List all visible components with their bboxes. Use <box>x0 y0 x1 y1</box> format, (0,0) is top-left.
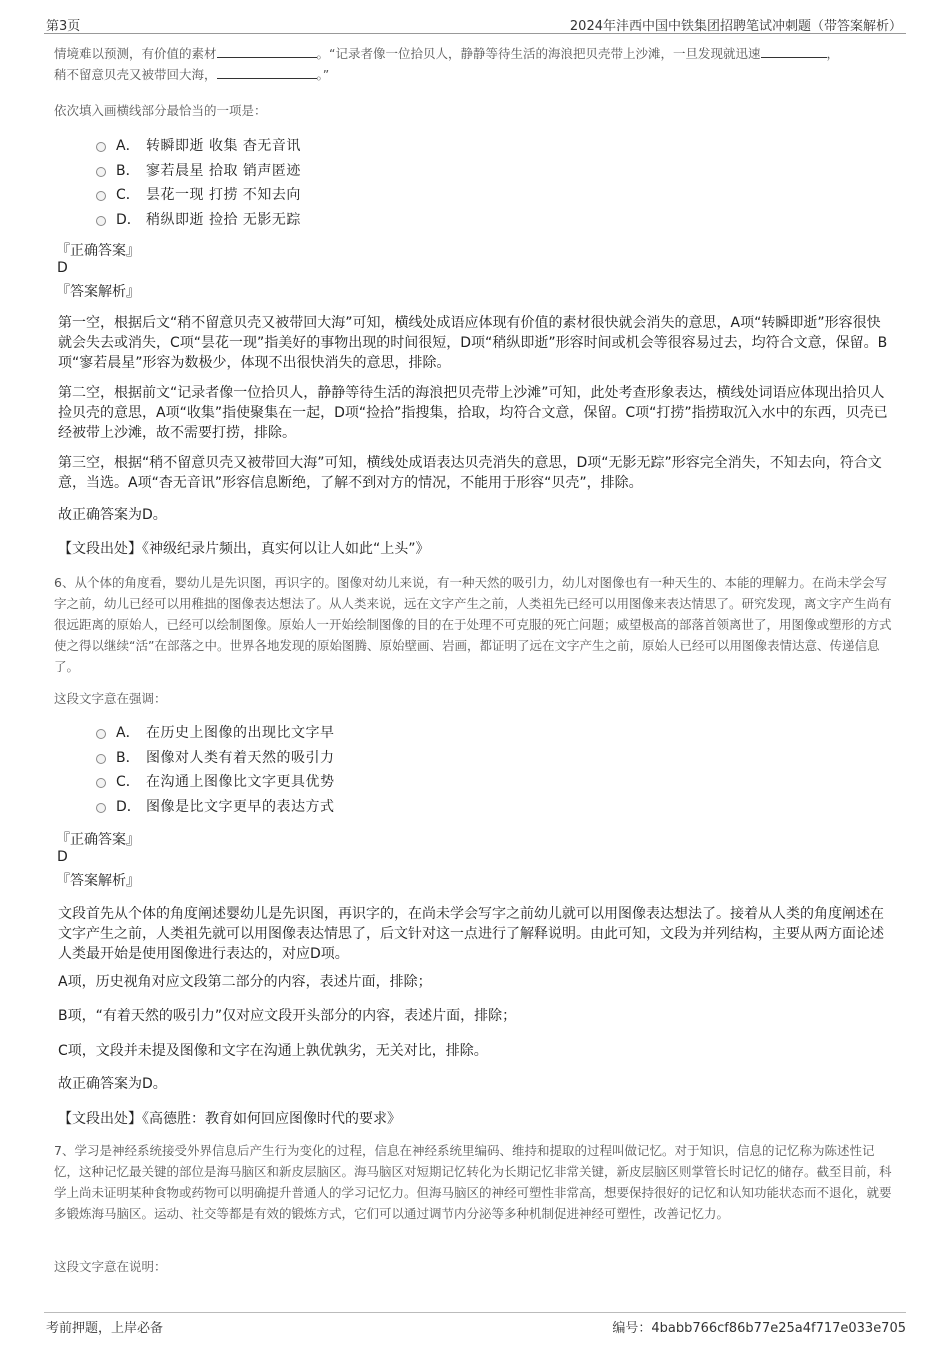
q5-stem: 依次填入画横线部分最恰当的一项是： <box>54 103 267 118</box>
q7-passage: 7、学习是神经系统接受外界信息后产生行为变化的过程，信息在神经系统里编码、维持和提取的过程叫做记忆。对于知识，信息的记忆称为陈述性记忆，这种记忆最关键的部位是海马脑区和新皮层脑区。海马脑区对短期记忆转化为长期记忆非常关键，新皮层脑区则掌管长时记忆的储存。截至目前，科学上尚未证明某种食物或药物可以明确提升普通人的学习记忆力。但海马脑区的神经可塑性非常高，想要保持很好的记忆和认知功能状态而不退化，就要多锻炼海马脑区。运动、社交等都是有效的锻炼方式，它们可以通过调节内分泌等多种机制促进神经可塑性，改善记忆力。 <box>54 1143 892 1221</box>
radio-button[interactable] <box>96 216 106 226</box>
page-footer <box>44 1312 906 1336</box>
q6-analysis-label: 『答案解析』 <box>56 873 140 889</box>
footer-serial: 编号：4babb766cf86b77e25a4f717e033e705 <box>612 1321 906 1336</box>
page-number: 第3页 <box>46 19 81 34</box>
radio-button[interactable] <box>96 142 106 152</box>
q5-option-d[interactable]: D． 稍纵即逝 捡拾 无影无踪 <box>96 207 596 232</box>
q6-option-b[interactable]: B． 图像对人类有着天然的吸引力 <box>96 745 596 770</box>
q7-stem: 这段文字意在说明： <box>54 1259 167 1274</box>
q6-analysis-b: B项，“有着天然的吸引力”仅对应文段开头部分的内容，表述片面，排除； <box>58 1008 517 1024</box>
q6-analysis-c: C项，文段并未提及图像和文字在沟通上孰优孰劣，无关对比，排除。 <box>58 1043 488 1059</box>
q6-analysis-1: 文段首先从个体的角度阐述婴幼儿是先识图，再识字的，在尚未学会写字之前幼儿就可以用图像表达想法了。接着从人类的角度阐述在文字产生之前，人类祖先就可以用图像表达情思了，后文针对这一点进行了解释说明。由此可知，文段为并列结构，主要从两方面论述人类最开始是使用图像进行表达的，对应D项。 <box>58 906 884 962</box>
q5-passage-tail <box>54 43 896 85</box>
q5-line-1: 情境难以预测，有价值的素材 。“记录者像一位拾贝人，静静等待生活的海浪把贝壳带上沙滩，一旦发现就迅速 ， <box>54 46 840 61</box>
q6-answer: D <box>57 849 68 865</box>
q6-analysis-a: A项，历史视角对应文段第二部分的内容，表述片面，排除； <box>58 974 432 990</box>
radio-button[interactable] <box>96 167 106 177</box>
blank-3 <box>217 67 317 79</box>
radio-button[interactable] <box>96 729 106 739</box>
q6-source: 【文段出处】《高德胜：教育如何回应图像时代的要求》 <box>58 1111 401 1127</box>
q5-option-c[interactable]: C． 昙花一现 打捞 不知去向 <box>96 182 596 207</box>
q6-options <box>96 720 596 818</box>
q6-passage: 6、从个体的角度看，婴幼儿是先识图，再识字的。图像对幼儿来说，有一种天然的吸引力，幼儿对图像也有一种天生的、本能的理解力。在尚未学会写字之前，幼儿已经可以用稚拙的图像表达想法了。从人类来说，远在文字产生之前，人类祖先已经可以用图像来表达情思了。研究发现，离文字产生尚有很远距离的原始人，已经可以绘制图像。原始人一开始绘制图像的目的在于处理不可克服的死亡问题；威望极高的部落首领离世了，用图像或塑形的方式使之得以继续“活”在部落之中。世界各地发现的原始图腾、原始壁画、岩画，都证明了远在文字产生之前，原始人已经可以用图像表情达意、传递信息了。 <box>54 575 892 674</box>
radio-button[interactable] <box>96 191 106 201</box>
blank-2 <box>761 46 827 58</box>
q5-analysis-2: 第二空，根据前文“记录者像一位拾贝人，静静等待生活的海浪把贝壳带上沙滩”可知，此处考查形象表达，横线处词语应体现出拾贝人捡贝壳的意思，A项“收集”指使聚集在一起，D项“捡拾”指搜集，拾取，均符合文意，保留。C项“打捞”指捞取沉入水中的东西，贝壳已经被带上沙滩，故不需要打捞，排除。 <box>58 385 888 441</box>
radio-button[interactable] <box>96 803 106 813</box>
radio-button[interactable] <box>96 778 106 788</box>
q6-conclusion: 故正确答案为D。 <box>58 1076 167 1092</box>
footer-slogan: 考前押题，上岸必备 <box>46 1321 164 1336</box>
blank-1 <box>217 46 317 58</box>
q5-answer-label: 『正确答案』 <box>56 243 140 259</box>
q5-analysis-1: 第一空，根据后文“稍不留意贝壳又被带回大海”可知，横线处成语应体现有价值的素材很快就会消失的意思，A项“转瞬即逝”形容很快就会失去或消失，C项“昙花一现”指美好的事物出现的时间很短，D项“稍纵即逝”形容时间或机会等很容易过去，均符合文意，保留。B项“寥若晨星”形容为数极少，体现不出很快消失的意思，排除。 <box>58 315 888 371</box>
q6-option-d[interactable]: D． 图像是比文字更早的表达方式 <box>96 794 596 819</box>
q5-option-a[interactable]: A． 转瞬即逝 收集 杳无音讯 <box>96 133 596 158</box>
document-title: 2024年沣西中国中铁集团招聘笔试冲刺题（带答案解析） <box>569 19 902 34</box>
q6-stem: 这段文字意在强调： <box>54 691 167 706</box>
q6-option-a[interactable]: A． 在历史上图像的出现比文字早 <box>96 720 596 745</box>
q5-answer: D <box>57 260 68 276</box>
page-header <box>44 10 906 34</box>
q5-options <box>96 133 596 231</box>
q5-analysis-label: 『答案解析』 <box>56 284 140 300</box>
q5-line-2: 稍不留意贝壳又被带回大海， 。” <box>54 67 330 82</box>
q5-source: 【文段出处】《神级纪录片频出，真实何以让人如此“上头”》 <box>58 541 430 557</box>
q6-answer-label: 『正确答案』 <box>56 832 140 848</box>
radio-button[interactable] <box>96 754 106 764</box>
q5-conclusion: 故正确答案为D。 <box>58 507 167 523</box>
q6-option-c[interactable]: C． 在沟通上图像比文字更具优势 <box>96 769 596 794</box>
q5-option-b[interactable]: B． 寥若晨星 拾取 销声匿迹 <box>96 158 596 183</box>
q5-analysis-3: 第三空，根据“稍不留意贝壳又被带回大海”可知，横线处成语表达贝壳消失的意思，D项“无影无踪”形容完全消失，不知去向，符合文意，当选。A项“杳无音讯”形容信息断绝，了解不到对方的情况，不能用于形容“贝壳”，排除。 <box>58 455 882 491</box>
